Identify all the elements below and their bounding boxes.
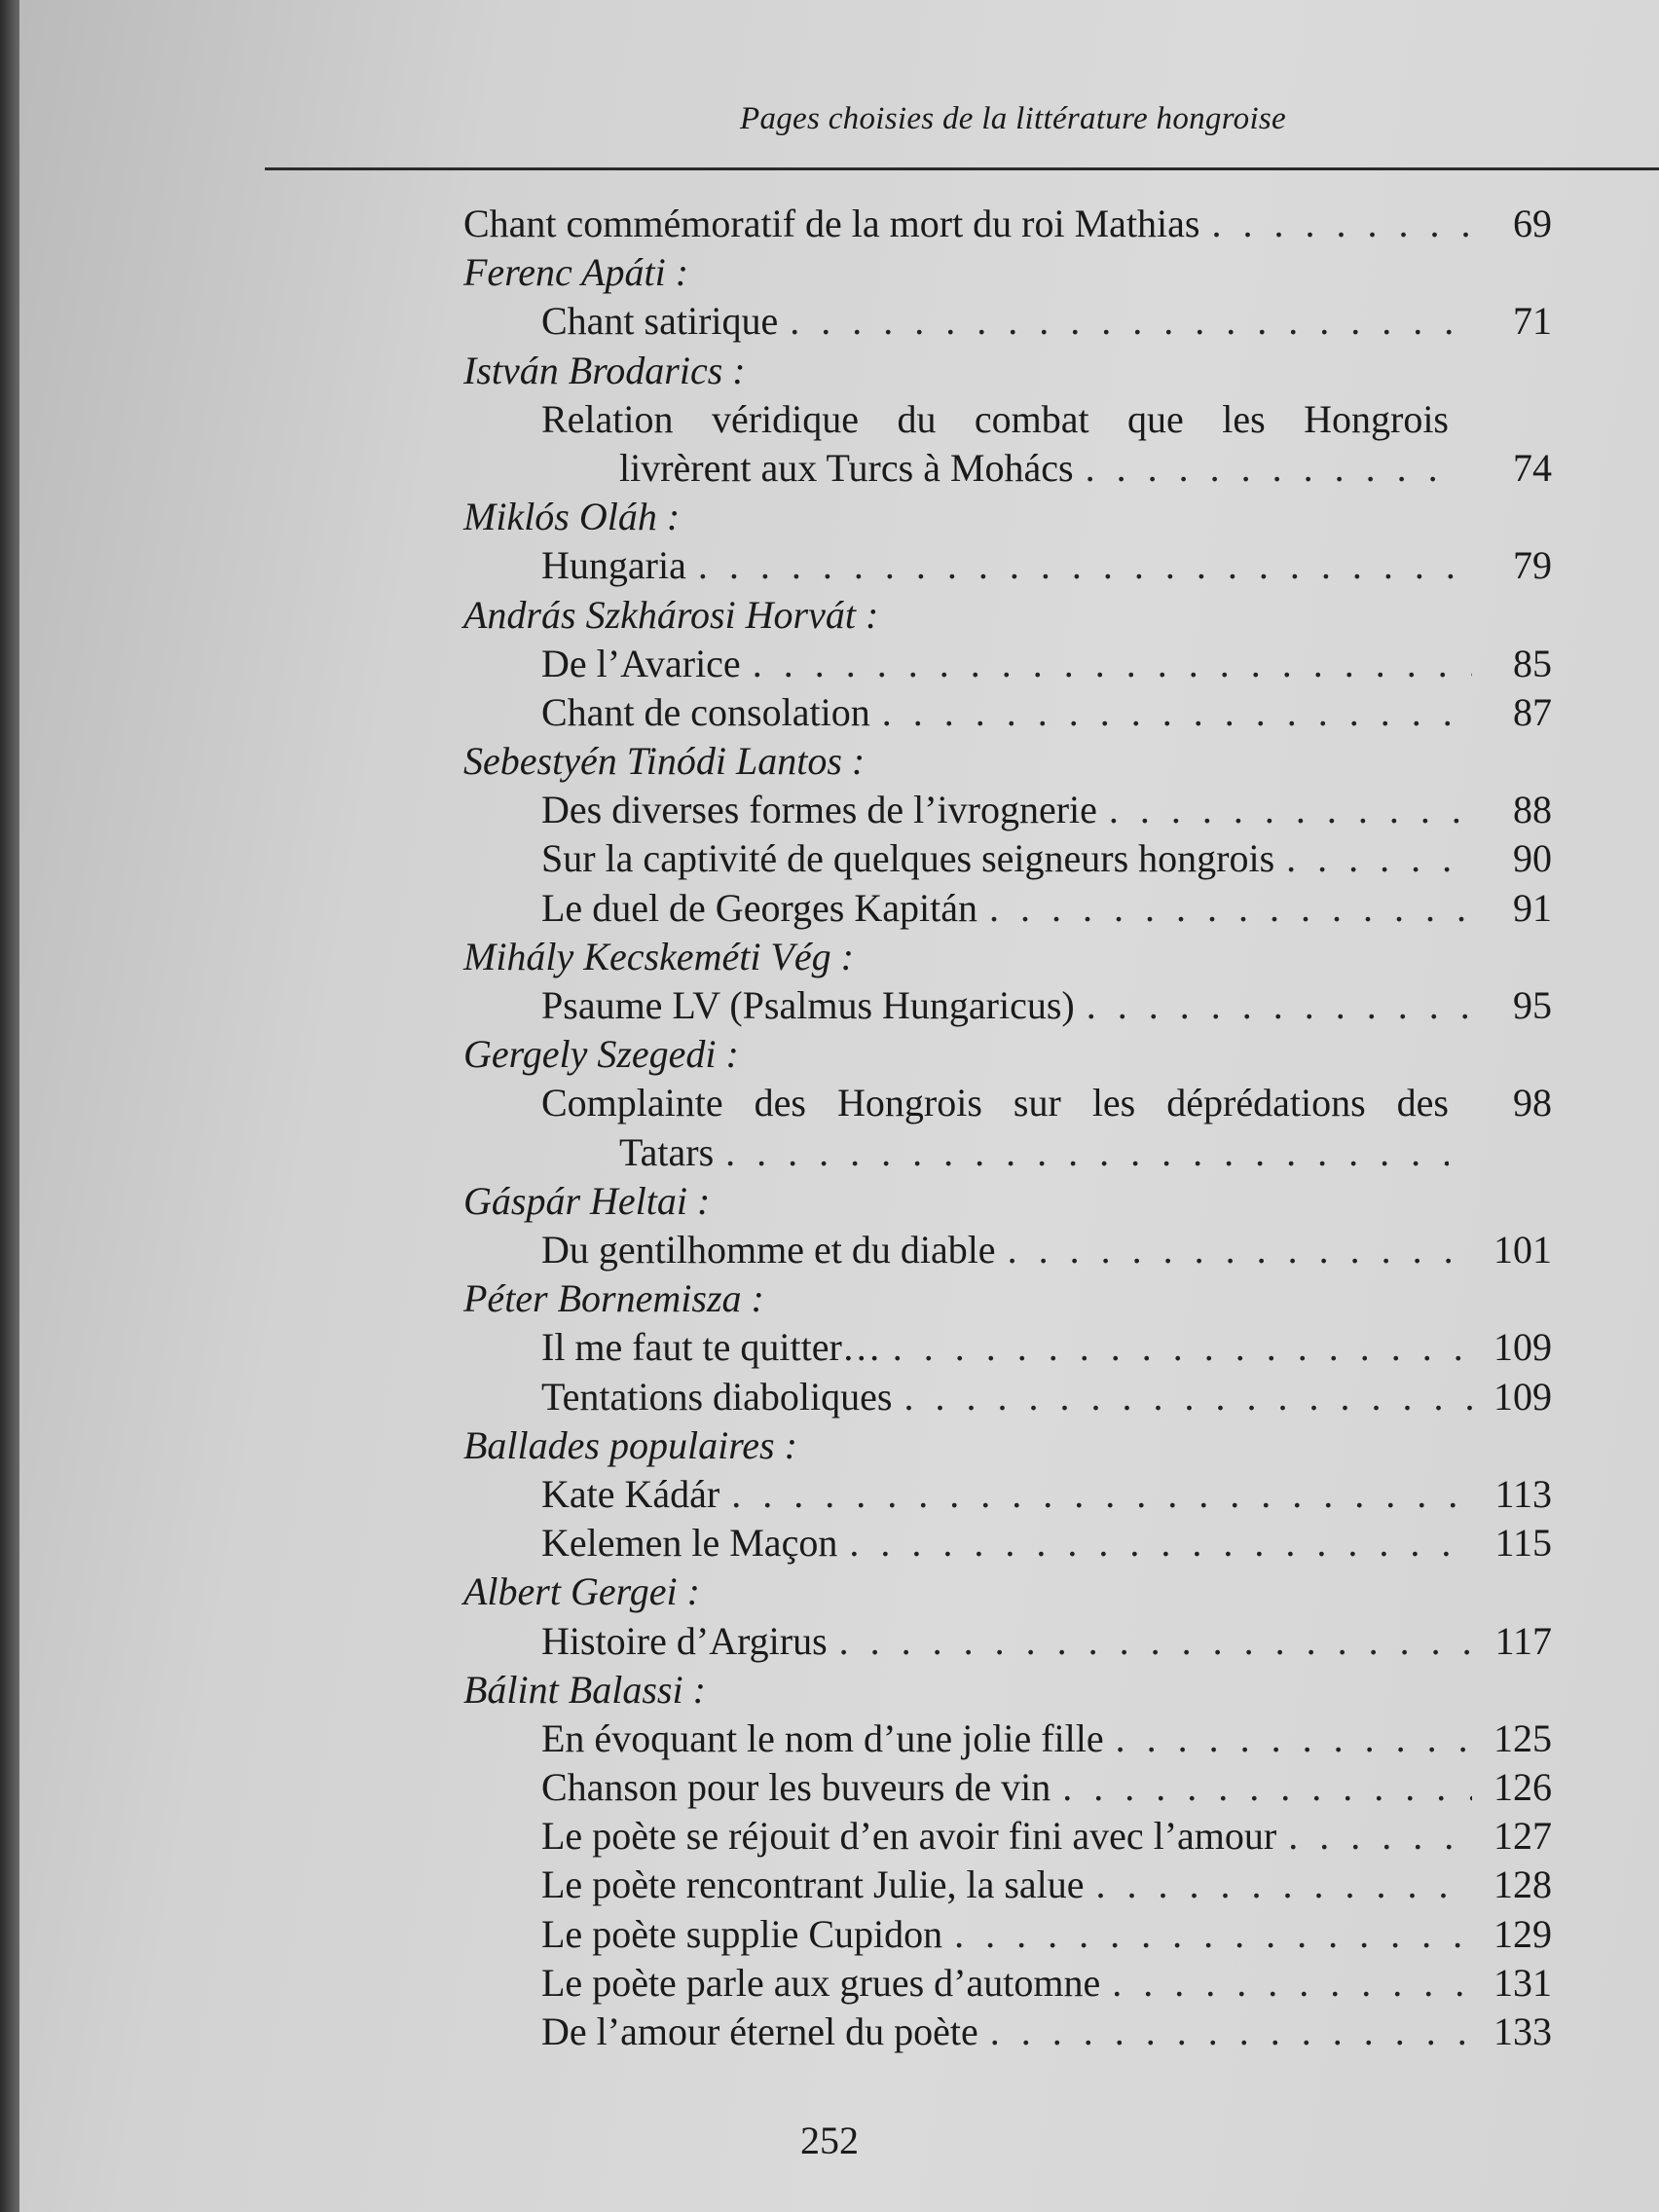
toc-author-heading: Mihály Kecskeméti Vég :: [463, 934, 854, 978]
toc-entry-title: Chant satirique: [541, 299, 779, 344]
toc-entry-title: Le poète supplie Cupidon: [541, 1911, 943, 1956]
toc-entry-title: Du gentilhomme et du diable: [541, 1228, 996, 1272]
toc-author-heading: Miklós Oláh :: [463, 495, 681, 539]
toc-author-heading: Gergely Szegedi :: [463, 1032, 739, 1077]
toc-entry-page: 85: [1513, 641, 1552, 685]
toc-entry: [463, 981, 1552, 1030]
dot-leader: [1109, 786, 1472, 834]
dot-leader: [1087, 981, 1472, 1030]
dot-leader: [882, 688, 1472, 737]
dot-leader: [1086, 444, 1449, 493]
toc-entry: [463, 1519, 1552, 1567]
toc-entry-title: Le poète se réjouit d’en avoir fini avec l’amour: [541, 1814, 1277, 1859]
toc-author-heading: Sebestyén Tinódi Lantos :: [463, 739, 866, 784]
running-head: Pages choisies de la littérature hongroise: [740, 101, 1286, 136]
toc-entry-title: Le poète rencontrant Julie, la salue: [541, 1862, 1085, 1907]
toc-entry: [463, 1470, 1552, 1519]
toc-entry-page: 71: [1513, 299, 1552, 344]
dot-leader: [893, 1323, 1472, 1372]
toc-entry-page: 98: [1513, 1081, 1552, 1125]
toc-entry-page: 88: [1513, 788, 1552, 832]
toc-entry-title-line2: livrèrent aux Turcs à Mohács: [619, 445, 1074, 490]
page-number: 252: [800, 2119, 859, 2162]
toc-entry-title: De l’Avarice: [541, 641, 741, 685]
table-of-contents: [463, 200, 1552, 2056]
dot-leader: [990, 2008, 1472, 2056]
toc-entry: [463, 297, 1552, 346]
toc-entry-page: 115: [1494, 1521, 1552, 1566]
toc-entry: [463, 884, 1552, 933]
toc-entry-page: 90: [1513, 836, 1552, 881]
toc-author-heading: Albert Gergei :: [463, 1569, 700, 1614]
dot-leader: [790, 297, 1472, 346]
dot-leader: [698, 541, 1472, 590]
toc-entry-page: 109: [1493, 1325, 1552, 1370]
toc-entry: [463, 1714, 1552, 1763]
toc-entry-page: 95: [1513, 983, 1552, 1028]
toc-entry: [463, 1812, 1552, 1861]
toc-entry: [463, 2008, 1552, 2056]
toc-author-heading: Ballades populaires :: [463, 1422, 797, 1467]
toc-entry-page: 125: [1493, 1715, 1552, 1760]
dot-leader: [725, 1128, 1449, 1177]
toc-entry: [463, 786, 1552, 834]
toc-entry-page: 129: [1493, 1911, 1552, 1956]
header-rule: [265, 167, 1659, 170]
toc-entry-title: Kate Kádár: [541, 1471, 720, 1516]
toc-entry-page: 109: [1493, 1374, 1552, 1419]
dot-leader: [1062, 1763, 1472, 1812]
toc-entry-title: Chanson pour les buveurs de vin: [541, 1765, 1051, 1810]
toc-entry-page: 131: [1493, 1960, 1552, 2005]
toc-entry-page: 113: [1494, 1471, 1552, 1516]
toc-author-heading: Péter Bornemisza :: [463, 1276, 764, 1321]
toc-entry: [463, 541, 1552, 590]
toc-entry-title: Kelemen le Maçon: [541, 1521, 838, 1566]
toc-author-heading: Bálint Balassi :: [463, 1667, 706, 1712]
toc-entry-multiline: [463, 1079, 1552, 1176]
dot-leader: [1286, 834, 1472, 883]
toc-entry-title: Histoire d’Argirus: [541, 1618, 828, 1663]
dot-leader: [753, 640, 1472, 688]
toc-entry: [463, 1323, 1552, 1372]
dot-leader: [989, 884, 1472, 933]
toc-entry-page: 91: [1513, 885, 1552, 930]
dot-leader: [1112, 1959, 1472, 2008]
book-spine-shadow: [0, 0, 19, 2212]
toc-entry: [463, 640, 1552, 688]
toc-entry-page: 128: [1493, 1862, 1552, 1907]
dot-leader: [731, 1470, 1472, 1519]
toc-entry-title: Sur la captivité de quelques seigneurs hongrois: [541, 836, 1275, 881]
toc-entry: [463, 1226, 1552, 1274]
toc-entry: [463, 1910, 1552, 1959]
toc-entry: [463, 1959, 1552, 2008]
toc-entry-title: Chant commémoratif de la mort du roi Mathias: [463, 202, 1200, 245]
dot-leader: [1116, 1714, 1472, 1763]
dot-leader: [839, 1617, 1472, 1666]
dot-leader: [1288, 1812, 1472, 1861]
toc-entry: [463, 1617, 1552, 1666]
toc-entry-page: 126: [1493, 1765, 1552, 1810]
toc-entry-page: 117: [1494, 1618, 1552, 1663]
toc-entry-title: Tentations diaboliques: [541, 1374, 893, 1419]
toc-entry-title: Psaume LV (Psalmus Hungaricus): [541, 983, 1075, 1028]
toc-entry-title: Hungaria: [541, 543, 686, 588]
toc-entry-title-line1: Complainte des Hongrois sur les déprédations des: [541, 1081, 1449, 1125]
toc-entry-title: En évoquant le nom d’une jolie fille: [541, 1715, 1104, 1760]
dot-leader: [954, 1910, 1472, 1959]
toc-entry-page: 69: [1513, 202, 1552, 245]
toc-entry-title: Il me faut te quitter…: [541, 1325, 881, 1370]
toc-entry-title: Chant de consolation: [541, 689, 870, 734]
toc-author-heading: Ferenc Apáti :: [463, 250, 689, 295]
toc-entry: [463, 200, 1552, 248]
toc-entry-multiline: [463, 395, 1552, 493]
toc-entry: [463, 1861, 1552, 1909]
toc-entry-page: 74: [1513, 445, 1552, 490]
toc-entry-title: Le duel de Georges Kapitán: [541, 885, 977, 930]
toc-author-heading: Gáspár Heltai :: [463, 1178, 711, 1223]
toc-entry-title-line1: Relation véridique du combat que les Hongrois: [541, 396, 1449, 441]
dot-leader: [1096, 1861, 1472, 1909]
toc-entry-page: 79: [1513, 543, 1552, 588]
dot-leader: [1008, 1226, 1472, 1274]
toc-entry-page: 101: [1493, 1228, 1552, 1272]
toc-entry: [463, 834, 1552, 883]
dot-leader: [903, 1373, 1472, 1421]
dot-leader: [849, 1519, 1472, 1567]
toc-author-heading: András Szkhárosi Horvát :: [463, 592, 879, 637]
toc-entry-title: Des diverses formes de l’ivrognerie: [541, 788, 1097, 832]
toc-entry: [463, 1763, 1552, 1812]
toc-author-heading: István Brodarics :: [463, 348, 746, 392]
toc-entry: [463, 1373, 1552, 1421]
toc-entry-title: Le poète parle aux grues d’automne: [541, 1960, 1101, 2005]
toc-entry-title-line2: Tatars: [619, 1129, 715, 1174]
toc-entry-page: 127: [1493, 1814, 1552, 1859]
dot-leader: [1211, 200, 1472, 248]
toc-entry-page: 133: [1493, 2009, 1552, 2053]
toc-entry: [463, 688, 1552, 737]
toc-entry-page: 87: [1513, 689, 1552, 734]
toc-entry-title: De l’amour éternel du poète: [541, 2009, 978, 2053]
